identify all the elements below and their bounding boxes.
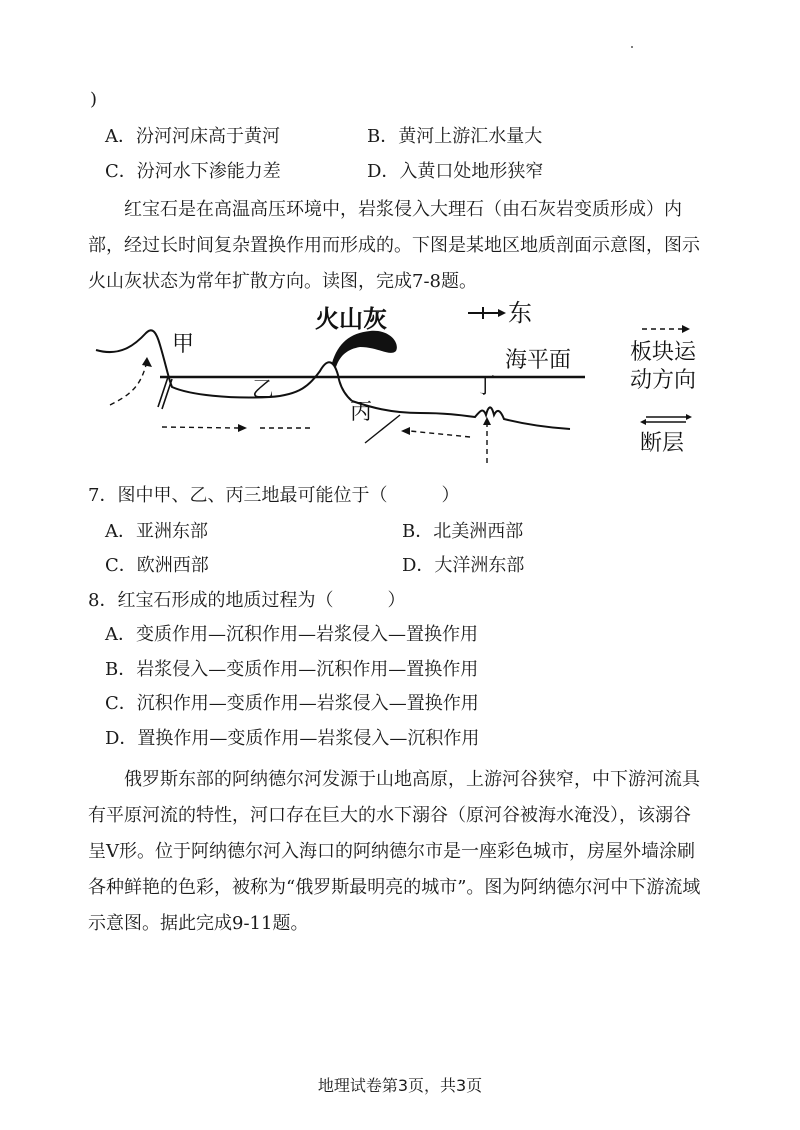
magma-arrow-up-head <box>483 417 491 425</box>
label-yi: 乙 <box>252 378 275 403</box>
q7-option-a: A．亚洲东部 <box>105 521 208 542</box>
label-east: 东 <box>508 299 532 327</box>
legend-plate-label-1: 板块运 <box>630 340 697 365</box>
fault-line-a <box>158 377 168 407</box>
geologic-profile-figure <box>90 295 710 485</box>
label-bing: 丙 <box>350 400 373 425</box>
seafloor-profile <box>352 401 570 429</box>
plate-arrow-right-west <box>410 431 470 437</box>
label-jia: 甲 <box>172 332 195 357</box>
q8-option-c: C．沉积作用—变质作用—岩浆侵入—置换作用 <box>105 693 479 714</box>
label-ding: 丁 <box>474 374 497 399</box>
prev-option-b: B．黄河上游汇水量大 <box>367 126 543 147</box>
label-sea-level: 海平面 <box>505 348 572 373</box>
legend-fault-label: 断层 <box>640 431 685 456</box>
q8-option-b: B．岩浆侵入—变质作用—沉积作用—置换作用 <box>105 659 479 680</box>
prev-option-a: A．汾河河床高于黄河 <box>105 126 280 147</box>
passage-anadyr-text: 俄罗斯东部的阿纳德尔河发源于山地高原，上游河谷狭窄，中下游河流具有平原河流的特性，河口存在巨大的水下溺谷（原河谷被海水淹没），该溺谷呈V形。位于阿纳德尔河入海口的阿纳德尔市是一座彩色城市，房屋外墙涂刷各种鲜艳的色彩，被称为“俄罗斯最明亮的城市”。图为阿纳德尔河中下游流域示意图。据此完成9-11题。 <box>88 769 701 934</box>
q7-option-b: B．北美洲西部 <box>402 521 524 542</box>
plate-arrow-left-up-head <box>142 357 152 367</box>
plate-arrow-right-west-head <box>401 427 410 435</box>
q7-option-d: D．大洋洲东部 <box>402 555 525 576</box>
passage-ruby-text: 红宝石是在高温高压环境中，岩浆侵入大理石（由石灰岩变质形成）内部，经过长时间复杂置换作用而形成的。下图是某地区地质剖面示意图，图示火山灰状态为常年扩散方向。读图，完成7-8题。 <box>88 199 700 292</box>
q7-option-c: C．欧洲西部 <box>105 555 209 576</box>
fault-line-b <box>162 379 172 409</box>
q8-option-d: D．置换作用—变质作用—岩浆侵入—沉积作用 <box>105 728 480 749</box>
q8-option-a: A．变质作用—沉积作用—岩浆侵入—置换作用 <box>105 624 478 645</box>
prev-option-d: D．入黄口处地形狭窄 <box>367 161 544 182</box>
q7-stem: 7．图中甲、乙、丙三地最可能位于（ ） <box>88 485 460 506</box>
volcanic-ash-plume <box>332 331 397 367</box>
plate-arrow-left-up <box>110 365 146 405</box>
question-tail: ) <box>90 89 98 110</box>
page-footer: 地理试卷第3页，共3页 <box>317 1076 483 1095</box>
plate-arrow-bottom <box>162 427 238 428</box>
prev-option-c: C．汾河水下渗能力差 <box>105 161 281 182</box>
passage-anadyr <box>88 762 708 942</box>
label-volcanic-ash: 火山灰 <box>315 305 387 333</box>
jia-land-profile <box>96 330 352 401</box>
legend-plate-label-2: 动方向 <box>630 368 697 393</box>
passage-ruby <box>88 192 708 300</box>
q8-stem: 8．红宝石形成的地质过程为（ ） <box>88 590 406 611</box>
plate-arrow-bottom-head <box>238 424 247 432</box>
scan-dot <box>631 46 633 48</box>
